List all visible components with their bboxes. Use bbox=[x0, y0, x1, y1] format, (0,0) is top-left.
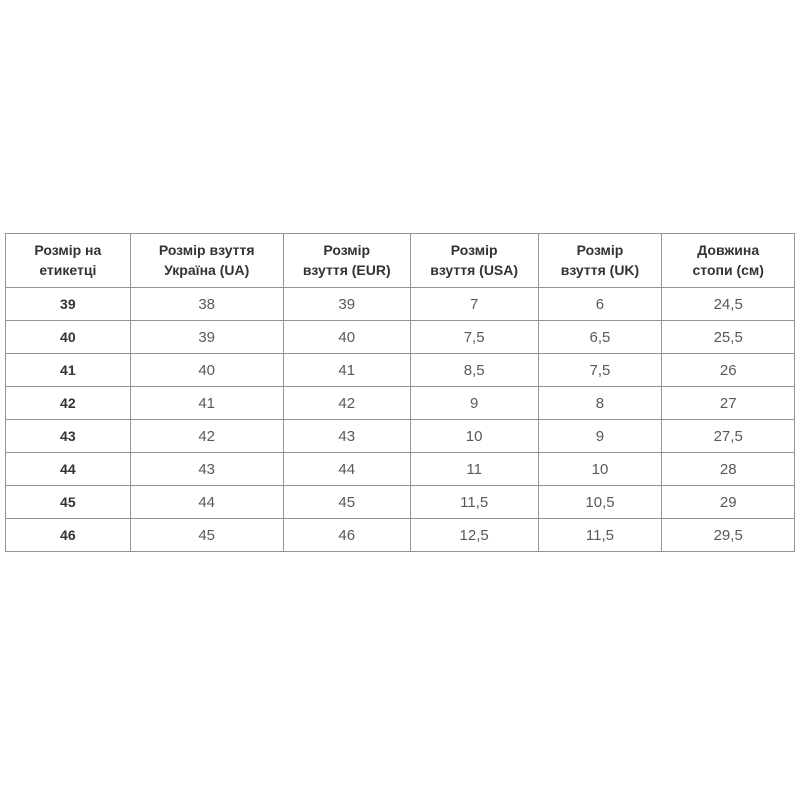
table-cell: 43 bbox=[6, 420, 131, 453]
table-cell: 10 bbox=[410, 420, 538, 453]
table-cell: 41 bbox=[130, 387, 283, 420]
table-cell: 27,5 bbox=[662, 420, 795, 453]
table-cell: 10 bbox=[538, 453, 662, 486]
header-line: Україна (UA) bbox=[164, 261, 250, 278]
table-row bbox=[6, 288, 795, 321]
table-cell: 46 bbox=[283, 519, 410, 552]
table-cell: 6,5 bbox=[538, 321, 662, 354]
table-cell: 40 bbox=[130, 354, 283, 387]
table-cell: 12,5 bbox=[410, 519, 538, 552]
table-row bbox=[6, 321, 795, 354]
table-cell: 24,5 bbox=[662, 288, 795, 321]
table-cell: 43 bbox=[283, 420, 410, 453]
header-line: Розмір bbox=[323, 241, 371, 258]
table-cell: 45 bbox=[6, 486, 131, 519]
table-cell: 7 bbox=[410, 288, 538, 321]
table-row bbox=[6, 453, 795, 486]
table-row bbox=[6, 519, 795, 552]
header-line: стопи (см) bbox=[692, 261, 764, 278]
table-row bbox=[6, 354, 795, 387]
table-cell: 44 bbox=[130, 486, 283, 519]
table-cell: 11,5 bbox=[410, 486, 538, 519]
table-cell: 8 bbox=[538, 387, 662, 420]
table-cell: 7,5 bbox=[538, 354, 662, 387]
table-cell: 39 bbox=[6, 288, 131, 321]
table-cell: 6 bbox=[538, 288, 662, 321]
table-cell: 9 bbox=[410, 387, 538, 420]
table-cell: 46 bbox=[6, 519, 131, 552]
table-cell: 45 bbox=[283, 486, 410, 519]
table-cell: 39 bbox=[130, 321, 283, 354]
table-cell: 42 bbox=[130, 420, 283, 453]
header-line: Розмір взуття bbox=[158, 241, 255, 258]
table-cell: 9 bbox=[538, 420, 662, 453]
size-chart-container bbox=[5, 233, 795, 552]
header-line: Розмір на bbox=[34, 241, 102, 258]
table-cell: 38 bbox=[130, 288, 283, 321]
table-cell: 40 bbox=[283, 321, 410, 354]
column-header-foot-length bbox=[662, 234, 795, 288]
header-line: взуття (EUR) bbox=[302, 261, 391, 278]
table-row bbox=[6, 486, 795, 519]
header-line: етикетці bbox=[39, 261, 97, 278]
header-line: взуття (USA) bbox=[430, 261, 519, 278]
table-cell: 43 bbox=[130, 453, 283, 486]
table-cell: 8,5 bbox=[410, 354, 538, 387]
table-cell: 11 bbox=[410, 453, 538, 486]
table-row bbox=[6, 387, 795, 420]
table-cell: 29 bbox=[662, 486, 795, 519]
table-cell: 44 bbox=[283, 453, 410, 486]
table-cell: 41 bbox=[6, 354, 131, 387]
table-cell: 26 bbox=[662, 354, 795, 387]
table-cell: 39 bbox=[283, 288, 410, 321]
table-cell: 10,5 bbox=[538, 486, 662, 519]
column-header-eur-size bbox=[283, 234, 410, 288]
header-row bbox=[6, 234, 795, 288]
table-cell: 28 bbox=[662, 453, 795, 486]
column-header-label-size bbox=[6, 234, 131, 288]
column-header-usa-size bbox=[410, 234, 538, 288]
header-line: Розмір bbox=[450, 241, 498, 258]
table-cell: 42 bbox=[6, 387, 131, 420]
table-cell: 45 bbox=[130, 519, 283, 552]
table-cell: 42 bbox=[283, 387, 410, 420]
header-line: Довжина bbox=[697, 241, 760, 258]
table-row bbox=[6, 420, 795, 453]
column-header-ua-size bbox=[130, 234, 283, 288]
table-cell: 41 bbox=[283, 354, 410, 387]
header-line: Розмір bbox=[576, 241, 624, 258]
table-cell: 40 bbox=[6, 321, 131, 354]
table-cell: 11,5 bbox=[538, 519, 662, 552]
table-cell: 27 bbox=[662, 387, 795, 420]
table-cell: 29,5 bbox=[662, 519, 795, 552]
table-cell: 7,5 bbox=[410, 321, 538, 354]
header-line: взуття (UK) bbox=[560, 261, 640, 278]
table-cell: 25,5 bbox=[662, 321, 795, 354]
table-cell: 44 bbox=[6, 453, 131, 486]
column-header-uk-size bbox=[538, 234, 662, 288]
size-conversion-table bbox=[5, 233, 795, 552]
